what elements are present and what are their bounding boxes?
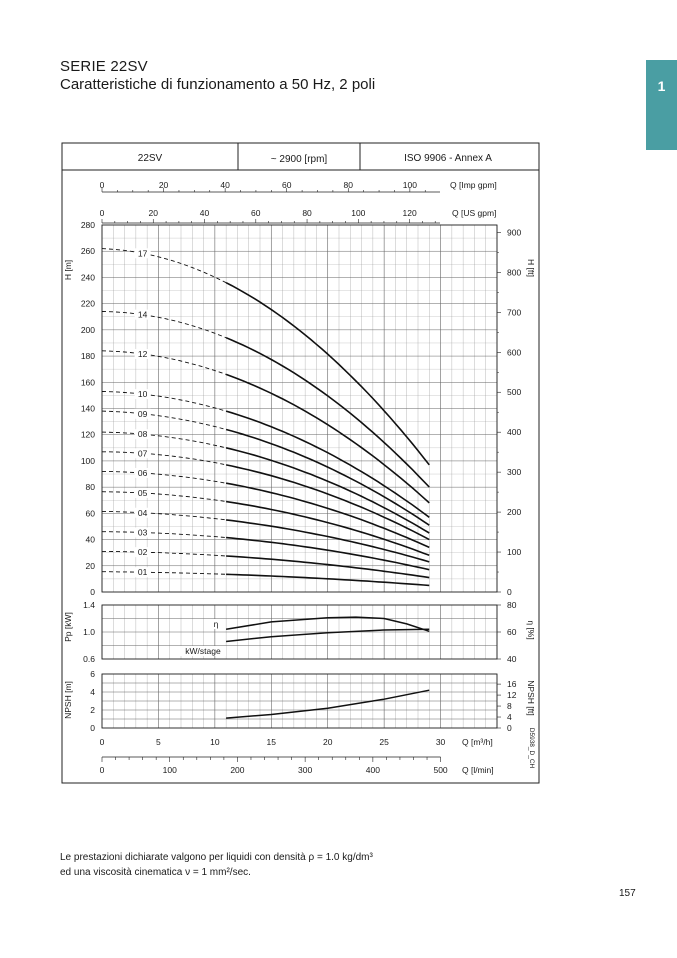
head-ft-tick-label: 100 (507, 547, 522, 558)
stage-label-10: 10 (137, 389, 148, 400)
power-y-tick-label: 1.0 (83, 627, 95, 637)
header-model: 22SV (137, 153, 163, 164)
npsh-ft-tick-label: 8 (507, 701, 512, 712)
head-curve-dashed-07 (102, 452, 226, 465)
head-y-tick-label: 0 (90, 587, 95, 597)
head-ft-tick-label: 300 (507, 467, 522, 478)
stage-label-01: 01 (137, 567, 148, 578)
us-gpm-tick-label: 60 (251, 208, 261, 218)
footnote-line-2: ed una viscosità cinematica ν = 1 mm²/sec. (60, 867, 251, 878)
eta-axis-label: η [%] (526, 620, 536, 640)
head-curve-dashed-03 (102, 532, 226, 538)
header-standard: ISO 9906 - Annex A (404, 153, 492, 164)
head-y-tick-label: 120 (80, 429, 95, 440)
head-y-tick-label: 240 (80, 272, 95, 283)
head-ft-tick-label: 700 (507, 307, 522, 318)
head-ft-tick-label: 900 (507, 227, 522, 238)
us-gpm-tick-label: 120 (402, 208, 417, 218)
page-number: 157 (619, 888, 636, 899)
head-curve-dashed-12 (102, 348, 226, 375)
head-curve-dashed-14 (102, 309, 226, 338)
m3h-tick-label: 15 (266, 737, 277, 747)
power-y-tick-label: 1.4 (83, 600, 95, 610)
kw-stage-curve-label: kW/stage (185, 646, 221, 656)
m3h-tick-label: 5 (156, 737, 161, 747)
head-y-tick-label: 160 (80, 377, 95, 388)
lmin-tick-label: 500 (433, 765, 448, 775)
head-y-tick-label: 40 (85, 534, 95, 545)
chart-frame (62, 143, 539, 783)
series-title: SERIE 22SV (60, 58, 148, 75)
npsh-y-tick-label: 4 (90, 687, 95, 697)
head-curve-dashed-08 (102, 432, 226, 448)
head-y-tick-label: 20 (85, 560, 95, 571)
lmin-tick-label: 400 (365, 765, 380, 775)
head-y-tick-label: 80 (85, 482, 95, 493)
npsh-ft-axis-label: NPSH [ft] (526, 680, 536, 716)
stage-label-07: 07 (137, 448, 148, 459)
header-speed: ~ 2900 [rpm] (270, 154, 328, 165)
head-ft-tick-label: 200 (507, 507, 522, 518)
imp-gpm-tick-label: 80 (343, 180, 354, 190)
power-y-tick-label: 0.6 (83, 654, 95, 664)
stage-label-08: 08 (137, 429, 148, 440)
us-gpm-axis-label: Q [US gpm] (452, 208, 497, 218)
us-gpm-tick-label: 100 (351, 208, 366, 218)
stage-label-06: 06 (137, 467, 148, 478)
head-curve-dashed-06 (102, 471, 226, 483)
head-ft-tick-label: 800 (507, 267, 522, 278)
head-curve-dashed-01 (102, 572, 226, 575)
m3h-tick-label: 30 (435, 737, 446, 747)
imp-gpm-tick-label: 40 (220, 180, 230, 190)
npsh-y-axis-label: NPSH [m] (63, 681, 73, 719)
chart-code: D5938_D_CH (528, 727, 535, 769)
lmin-tick-label: 300 (298, 765, 313, 775)
head-y-tick-label: 260 (80, 246, 95, 257)
npsh-y-tick-label: 6 (90, 669, 95, 679)
npsh-y-tick-label: 2 (90, 705, 95, 715)
imp-gpm-tick-label: 100 (402, 180, 417, 190)
lmin-tick-label: 200 (230, 765, 245, 775)
head-y-tick-label: 60 (85, 508, 95, 519)
m3h-tick-label: 20 (322, 737, 333, 747)
head-ft-axis-label: H [ft] (526, 259, 536, 277)
m3h-axis-label: Q [m³/h] (462, 737, 493, 747)
head-ft-tick-label: 500 (507, 387, 522, 398)
head-ft-tick-label: 600 (507, 347, 522, 358)
npsh-ft-tick-label: 4 (507, 712, 512, 723)
stage-label-09: 09 (137, 408, 148, 419)
stage-label-03: 03 (137, 527, 148, 538)
head-ft-tick-label: 0 (507, 587, 512, 597)
stage-label-17: 17 (137, 248, 148, 259)
npsh-ft-tick-label: 12 (507, 690, 517, 701)
npsh-ft-tick-label: 16 (507, 679, 517, 690)
power-y-axis-label: Pp [kW] (63, 612, 73, 642)
lmin-tick-label: 0 (99, 765, 105, 775)
m3h-tick-label: 0 (99, 737, 105, 747)
eta-tick-label: 40 (507, 654, 517, 664)
head-y-tick-label: 140 (80, 403, 95, 414)
head-curve-dashed-09 (102, 408, 226, 429)
us-gpm-tick-label: 0 (99, 208, 105, 218)
page-subtitle: Caratteristiche di funzionamento a 50 Hz, 2 poli (60, 76, 376, 93)
imp-gpm-tick-label: 20 (158, 180, 169, 190)
npsh-y-tick-label: 0 (90, 723, 95, 733)
head-ft-tick-label: 400 (507, 427, 522, 438)
head-y-axis-label: H [m] (63, 259, 73, 281)
section-tab-label: 1 (657, 78, 666, 94)
head-y-tick-label: 280 (80, 220, 95, 230)
eta-tick-label: 80 (507, 600, 517, 610)
stage-label-12: 12 (137, 348, 148, 359)
lmin-tick-label: 100 (162, 765, 177, 775)
imp-gpm-tick-label: 60 (281, 180, 292, 190)
imp-gpm-axis-label: Q [Imp gpm] (450, 180, 497, 190)
eta-tick-label: 60 (507, 627, 517, 637)
head-curve-dashed-04 (102, 511, 226, 520)
npsh-ft-tick-label: 0 (507, 723, 512, 733)
head-y-tick-label: 200 (80, 324, 95, 335)
m3h-tick-label: 10 (210, 737, 220, 747)
m3h-tick-label: 25 (379, 737, 389, 747)
head-y-tick-label: 100 (80, 455, 95, 466)
head-curve-dashed-10 (102, 392, 226, 412)
head-curve-dashed-02 (102, 551, 226, 556)
footnote (60, 850, 373, 880)
lmin-axis-label: Q [l/min] (462, 765, 494, 775)
eta-curve-label: η (213, 619, 219, 629)
head-y-tick-label: 220 (80, 298, 95, 309)
us-gpm-tick-label: 20 (148, 208, 158, 218)
footnote-line-1: Le prestazioni dichiarate valgono per liquidi con densità ρ = 1.0 kg/dm³ (60, 852, 373, 863)
stage-label-05: 05 (137, 488, 148, 499)
stage-label-02: 02 (137, 547, 148, 558)
head-y-tick-label: 180 (80, 351, 95, 362)
stage-label-04: 04 (137, 507, 148, 518)
imp-gpm-tick-label: 0 (99, 180, 105, 190)
us-gpm-tick-label: 40 (199, 208, 210, 218)
us-gpm-tick-label: 80 (302, 208, 312, 218)
stage-label-14: 14 (137, 309, 148, 320)
